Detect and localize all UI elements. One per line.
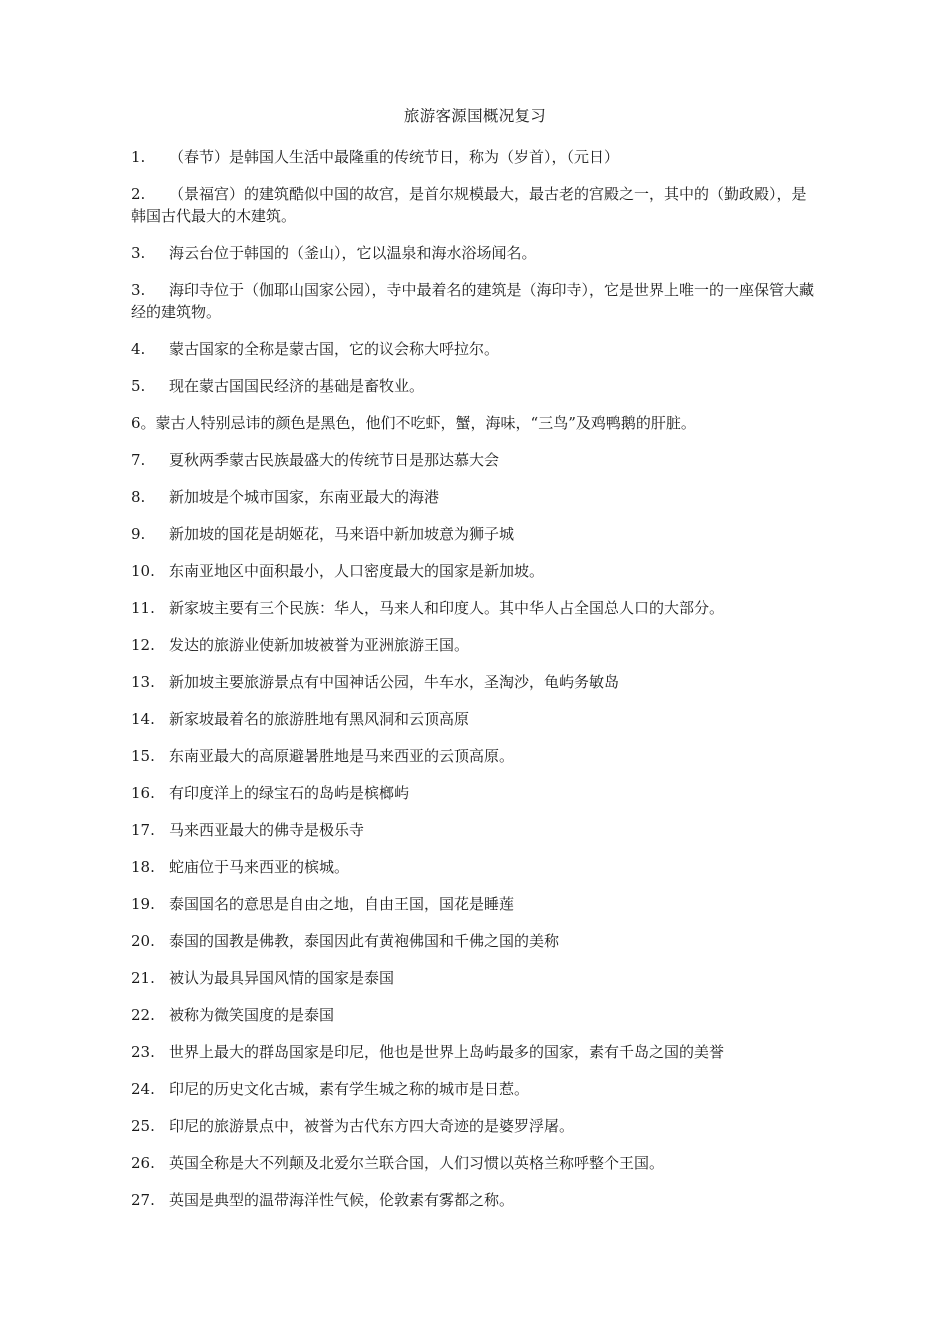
- item-number: 25.: [131, 1117, 155, 1135]
- list-item: [131, 819, 821, 841]
- list-item: [131, 279, 821, 323]
- item-text: 新加坡的国花是胡姬花，马来语中新加坡意为狮子城: [169, 525, 515, 543]
- item-number: 4.: [131, 340, 146, 358]
- item-text: 海印寺位于（伽耶山国家公园），寺中最着名的建筑是（海印寺），它是世界上唯一的一座保管大藏经的建筑物。: [131, 281, 815, 321]
- list-item: [131, 449, 821, 471]
- list-item: [131, 671, 821, 693]
- item-text: 英国全称是大不列颠及北爱尔兰联合国，人们习惯以英格兰称呼整个王国。: [169, 1154, 665, 1172]
- item-number: 13.: [131, 673, 155, 691]
- item-text: 泰国国名的意思是自由之地，自由王国，国花是睡莲: [169, 895, 515, 913]
- list-item: [131, 523, 821, 545]
- item-text: （春节）是韩国人生活中最隆重的传统节日，称为（岁首），（元日）: [169, 148, 620, 166]
- item-number: 26.: [131, 1154, 155, 1172]
- list-item: [131, 146, 821, 168]
- list-item: [131, 375, 821, 397]
- list-item: [131, 560, 821, 582]
- list-item: [131, 1004, 821, 1026]
- item-number: 11.: [131, 599, 155, 617]
- list-item: [131, 967, 821, 989]
- list-item: [131, 183, 821, 227]
- item-text: 英国是典型的温带海洋性气候，伦敦素有雾都之称。: [169, 1191, 515, 1209]
- list-item: [131, 634, 821, 656]
- item-number: 12.: [131, 636, 155, 654]
- item-text: 东南亚最大的高原避暑胜地是马来西亚的云顶高原。: [169, 747, 515, 765]
- document-title: 旅游客源国概况复习: [403, 107, 547, 125]
- item-text: 新家坡最着名的旅游胜地有黑风洞和云顶高原: [169, 710, 470, 728]
- list-item: [131, 412, 821, 434]
- list-item: [131, 338, 821, 360]
- item-number: 19.: [131, 895, 155, 913]
- item-number: 18.: [131, 858, 155, 876]
- list-item: [131, 856, 821, 878]
- item-text: 世界上最大的群岛国家是印尼，他也是世界上岛屿最多的国家，素有千岛之国的美誉: [169, 1043, 725, 1061]
- item-number: 24.: [131, 1080, 155, 1098]
- list-item: [131, 782, 821, 804]
- item-number: 8.: [131, 488, 146, 506]
- item-text: 有印度洋上的绿宝石的岛屿是槟榔屿: [169, 784, 410, 802]
- item-number: 1.: [131, 148, 146, 166]
- list-item: [131, 1152, 821, 1174]
- list-item: [131, 930, 821, 952]
- item-text: 东南亚地区中面积最小，人口密度最大的国家是新加坡。: [169, 562, 545, 580]
- item-text: 现在蒙古国国民经济的基础是畜牧业。: [169, 377, 425, 395]
- list-item: [131, 708, 821, 730]
- list-item: [131, 486, 821, 508]
- item-text: 泰国的国教是佛教，泰国因此有黄袍佛国和千佛之国的美称: [169, 932, 560, 950]
- item-number: 22.: [131, 1006, 155, 1024]
- item-text: 蒙古国家的全称是蒙古国，它的议会称大呼拉尔。: [169, 340, 500, 358]
- item-number: 17.: [131, 821, 155, 839]
- item-text: （景福宫）的建筑酷似中国的故宫，是首尔规模最大，最古老的宫殿之一，其中的（勤政殿），是韩国古代最大的木建筑。: [131, 185, 807, 225]
- list-item: [131, 1115, 821, 1137]
- list-item: [131, 1189, 821, 1211]
- item-number: 20.: [131, 932, 155, 950]
- item-number: 2.: [131, 185, 146, 203]
- item-text: 新加坡主要旅游景点有中国神话公园，牛车水，圣淘沙，龟屿务敏岛: [169, 673, 620, 691]
- item-number: 3.: [131, 281, 146, 299]
- item-text: 印尼的旅游景点中，被誉为古代东方四大奇迹的是婆罗浮屠。: [169, 1117, 575, 1135]
- item-text: 发达的旅游业使新加坡被誉为亚洲旅游王国。: [169, 636, 470, 654]
- item-text: 新家坡主要有三个民族：华人，马来人和印度人。其中华人占全国总人口的大部分。: [169, 599, 725, 617]
- list-item: [131, 1078, 821, 1100]
- review-list: [131, 146, 821, 1226]
- item-number: 16.: [131, 784, 155, 802]
- item-number: 23.: [131, 1043, 155, 1061]
- item-number: 15.: [131, 747, 155, 765]
- item-number: 7.: [131, 451, 146, 469]
- item-number: 6。: [131, 414, 156, 432]
- item-number: 27.: [131, 1191, 155, 1209]
- item-text: 被认为最具异国风情的国家是泰国: [169, 969, 395, 987]
- item-number: 3.: [131, 244, 146, 262]
- item-text: 蒙古人特别忌讳的颜色是黑色，他们不吃虾，蟹，海味，“三鸟”及鸡鸭鹅的肝脏。: [155, 414, 696, 432]
- item-text: 海云台位于韩国的（釜山），它以温泉和海水浴场闻名。: [169, 244, 537, 262]
- item-number: 9.: [131, 525, 146, 543]
- item-number: 14.: [131, 710, 155, 728]
- item-text: 印尼的历史文化古城，素有学生城之称的城市是日惹。: [169, 1080, 530, 1098]
- item-text: 被称为微笑国度的是泰国: [169, 1006, 335, 1024]
- item-text: 马来西亚最大的佛寺是极乐寺: [169, 821, 365, 839]
- list-item: [131, 242, 821, 264]
- list-item: [131, 597, 821, 619]
- item-number: 5.: [131, 377, 146, 395]
- item-number: 21.: [131, 969, 155, 987]
- item-number: 10.: [131, 562, 155, 580]
- item-text: 蛇庙位于马来西亚的槟城。: [169, 858, 350, 876]
- list-item: [131, 893, 821, 915]
- list-item: [131, 1041, 821, 1063]
- list-item: [131, 745, 821, 767]
- item-text: 夏秋两季蒙古民族最盛大的传统节日是那达慕大会: [169, 451, 500, 469]
- item-text: 新加坡是个城市国家，东南亚最大的海港: [169, 488, 440, 506]
